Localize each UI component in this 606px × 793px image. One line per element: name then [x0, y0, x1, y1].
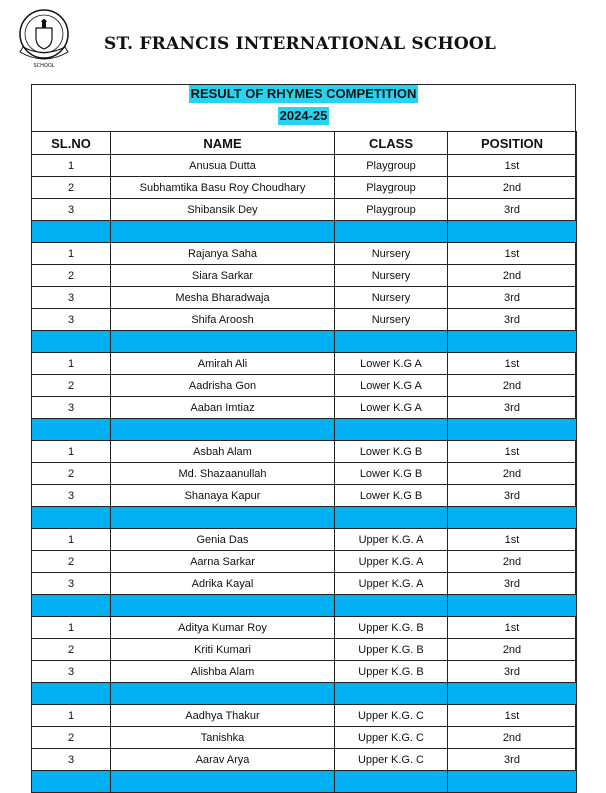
cell-name: Aadrisha Gon	[111, 375, 335, 397]
separator-cell	[111, 507, 335, 529]
group-separator-row	[32, 683, 577, 705]
results-body	[32, 155, 577, 793]
table-row	[32, 155, 577, 177]
cell-class: Upper K.G. B	[335, 617, 448, 639]
cell-position: 2nd	[448, 177, 577, 199]
cell-sl-no: 1	[32, 617, 111, 639]
separator-cell	[335, 771, 448, 793]
cell-class: Playgroup	[335, 177, 448, 199]
table-row	[32, 177, 577, 199]
cell-sl-no: 3	[32, 661, 111, 683]
cell-sl-no: 3	[32, 485, 111, 507]
cell-sl-no: 2	[32, 727, 111, 749]
table-row	[32, 639, 577, 661]
separator-cell	[111, 331, 335, 353]
table-row	[32, 727, 577, 749]
table-row	[32, 749, 577, 771]
cell-sl-no: 1	[32, 353, 111, 375]
cell-position: 2nd	[448, 639, 577, 661]
separator-cell	[32, 221, 111, 243]
separator-cell	[111, 595, 335, 617]
cell-class: Lower K.G A	[335, 397, 448, 419]
cell-name: Anusua Dutta	[111, 155, 335, 177]
separator-cell	[448, 683, 577, 705]
cell-class: Upper K.G. C	[335, 749, 448, 771]
cell-position: 3rd	[448, 287, 577, 309]
cell-name: Subhamtika Basu Roy Choudhary	[111, 177, 335, 199]
cell-position: 3rd	[448, 309, 577, 331]
cell-name: Aadhya Thakur	[111, 705, 335, 727]
cell-class: Upper K.G. A	[335, 551, 448, 573]
table-row	[32, 617, 577, 639]
cell-sl-no: 2	[32, 639, 111, 661]
header-class: CLASS	[335, 132, 448, 155]
cell-sl-no: 2	[32, 177, 111, 199]
cell-class: Playgroup	[335, 199, 448, 221]
cell-name: Shibansik Dey	[111, 199, 335, 221]
group-separator-row	[32, 507, 577, 529]
cell-position: 3rd	[448, 485, 577, 507]
results-title: RESULT OF RHYMES COMPETITION	[190, 86, 417, 101]
title-row-1	[32, 85, 575, 103]
table-row	[32, 375, 577, 397]
table-row	[32, 573, 577, 595]
cell-name: Aarna Sarkar	[111, 551, 335, 573]
table-row	[32, 287, 577, 309]
cell-name: Kriti Kumari	[111, 639, 335, 661]
cell-position: 2nd	[448, 551, 577, 573]
separator-cell	[335, 221, 448, 243]
cell-position: 3rd	[448, 573, 577, 595]
cell-sl-no: 1	[32, 529, 111, 551]
school-name: ST. FRANCIS INTERNATIONAL SCHOOL	[104, 34, 497, 54]
cell-name: Alishba Alam	[111, 661, 335, 683]
cell-class: Lower K.G A	[335, 353, 448, 375]
cell-position: 1st	[448, 353, 577, 375]
table-row	[32, 441, 577, 463]
cell-sl-no: 3	[32, 749, 111, 771]
cell-class: Nursery	[335, 287, 448, 309]
separator-cell	[448, 331, 577, 353]
cell-name: Shanaya Kapur	[111, 485, 335, 507]
header-position: POSITION	[448, 132, 577, 155]
table-row	[32, 265, 577, 287]
header-sl-no: SL.NO	[32, 132, 111, 155]
separator-cell	[32, 331, 111, 353]
cell-class: Upper K.G. B	[335, 661, 448, 683]
separator-cell	[335, 419, 448, 441]
cell-position: 3rd	[448, 199, 577, 221]
cell-name: Aditya Kumar Roy	[111, 617, 335, 639]
separator-cell	[111, 221, 335, 243]
cell-position: 2nd	[448, 727, 577, 749]
separator-cell	[335, 331, 448, 353]
table-row	[32, 309, 577, 331]
table-row	[32, 551, 577, 573]
cell-name: Genia Das	[111, 529, 335, 551]
cell-class: Nursery	[335, 309, 448, 331]
cell-position: 3rd	[448, 397, 577, 419]
table-row	[32, 463, 577, 485]
cell-position: 1st	[448, 705, 577, 727]
table-row	[32, 199, 577, 221]
separator-cell	[335, 595, 448, 617]
cell-position: 1st	[448, 243, 577, 265]
separator-cell	[448, 507, 577, 529]
cell-name: Aaban Imtiaz	[111, 397, 335, 419]
cell-position: 1st	[448, 529, 577, 551]
cell-sl-no: 1	[32, 705, 111, 727]
cell-position: 1st	[448, 617, 577, 639]
group-separator-row	[32, 221, 577, 243]
cell-sl-no: 3	[32, 397, 111, 419]
cell-class: Nursery	[335, 243, 448, 265]
separator-cell	[111, 419, 335, 441]
group-separator-row	[32, 595, 577, 617]
cell-sl-no: 3	[32, 199, 111, 221]
group-separator-row	[32, 419, 577, 441]
cell-position: 1st	[448, 441, 577, 463]
cell-sl-no: 1	[32, 441, 111, 463]
table-header-row	[32, 132, 577, 155]
cell-class: Playgroup	[335, 155, 448, 177]
separator-cell	[448, 419, 577, 441]
cell-class: Lower K.G B	[335, 485, 448, 507]
cell-sl-no: 2	[32, 375, 111, 397]
table-row	[32, 353, 577, 375]
cell-class: Upper K.G. C	[335, 705, 448, 727]
cell-position: 2nd	[448, 375, 577, 397]
cell-class: Nursery	[335, 265, 448, 287]
separator-cell	[32, 595, 111, 617]
cell-name: Tanishka	[111, 727, 335, 749]
cell-class: Upper K.G. A	[335, 573, 448, 595]
cell-name: Asbah Alam	[111, 441, 335, 463]
cell-name: Aarav Arya	[111, 749, 335, 771]
table-row	[32, 243, 577, 265]
separator-cell	[448, 595, 577, 617]
svg-text:SCHOOL: SCHOOL	[33, 63, 55, 69]
cell-sl-no: 3	[32, 573, 111, 595]
cell-sl-no: 2	[32, 463, 111, 485]
cell-class: Lower K.G B	[335, 441, 448, 463]
cell-name: Mesha Bharadwaja	[111, 287, 335, 309]
cell-position: 3rd	[448, 661, 577, 683]
separator-cell	[111, 683, 335, 705]
cell-sl-no: 1	[32, 243, 111, 265]
cell-sl-no: 3	[32, 309, 111, 331]
separator-cell	[32, 771, 111, 793]
separator-cell	[448, 221, 577, 243]
cell-position: 2nd	[448, 265, 577, 287]
title-row-2	[32, 107, 575, 125]
cell-class: Lower K.G A	[335, 375, 448, 397]
page-header	[0, 0, 606, 84]
table-row	[32, 397, 577, 419]
separator-cell	[335, 683, 448, 705]
cell-position: 3rd	[448, 749, 577, 771]
results-sheet	[31, 84, 576, 784]
cell-class: Upper K.G. C	[335, 727, 448, 749]
cell-name: Md. Shazaanullah	[111, 463, 335, 485]
header-name: NAME	[111, 132, 335, 155]
cell-sl-no: 3	[32, 287, 111, 309]
cell-class: Lower K.G B	[335, 463, 448, 485]
cell-class: Upper K.G. B	[335, 639, 448, 661]
cell-name: Siara Sarkar	[111, 265, 335, 287]
group-separator-row	[32, 331, 577, 353]
separator-cell	[32, 419, 111, 441]
cell-sl-no: 1	[32, 155, 111, 177]
group-separator-row	[32, 771, 577, 793]
school-crest-logo	[12, 6, 76, 70]
cell-sl-no: 2	[32, 551, 111, 573]
cell-name: Adrika Kayal	[111, 573, 335, 595]
cell-sl-no: 2	[32, 265, 111, 287]
table-row	[32, 705, 577, 727]
separator-cell	[111, 771, 335, 793]
cell-name: Shifa Aroosh	[111, 309, 335, 331]
separator-cell	[448, 771, 577, 793]
cell-name: Rajanya Saha	[111, 243, 335, 265]
cell-class: Upper K.G. A	[335, 529, 448, 551]
cell-name: Amirah Ali	[111, 353, 335, 375]
results-table	[31, 131, 577, 793]
cell-position: 2nd	[448, 463, 577, 485]
table-row	[32, 661, 577, 683]
separator-cell	[335, 507, 448, 529]
table-row	[32, 485, 577, 507]
cell-position: 1st	[448, 155, 577, 177]
separator-cell	[32, 683, 111, 705]
results-year: 2024-25	[279, 108, 328, 123]
table-row	[32, 529, 577, 551]
separator-cell	[32, 507, 111, 529]
